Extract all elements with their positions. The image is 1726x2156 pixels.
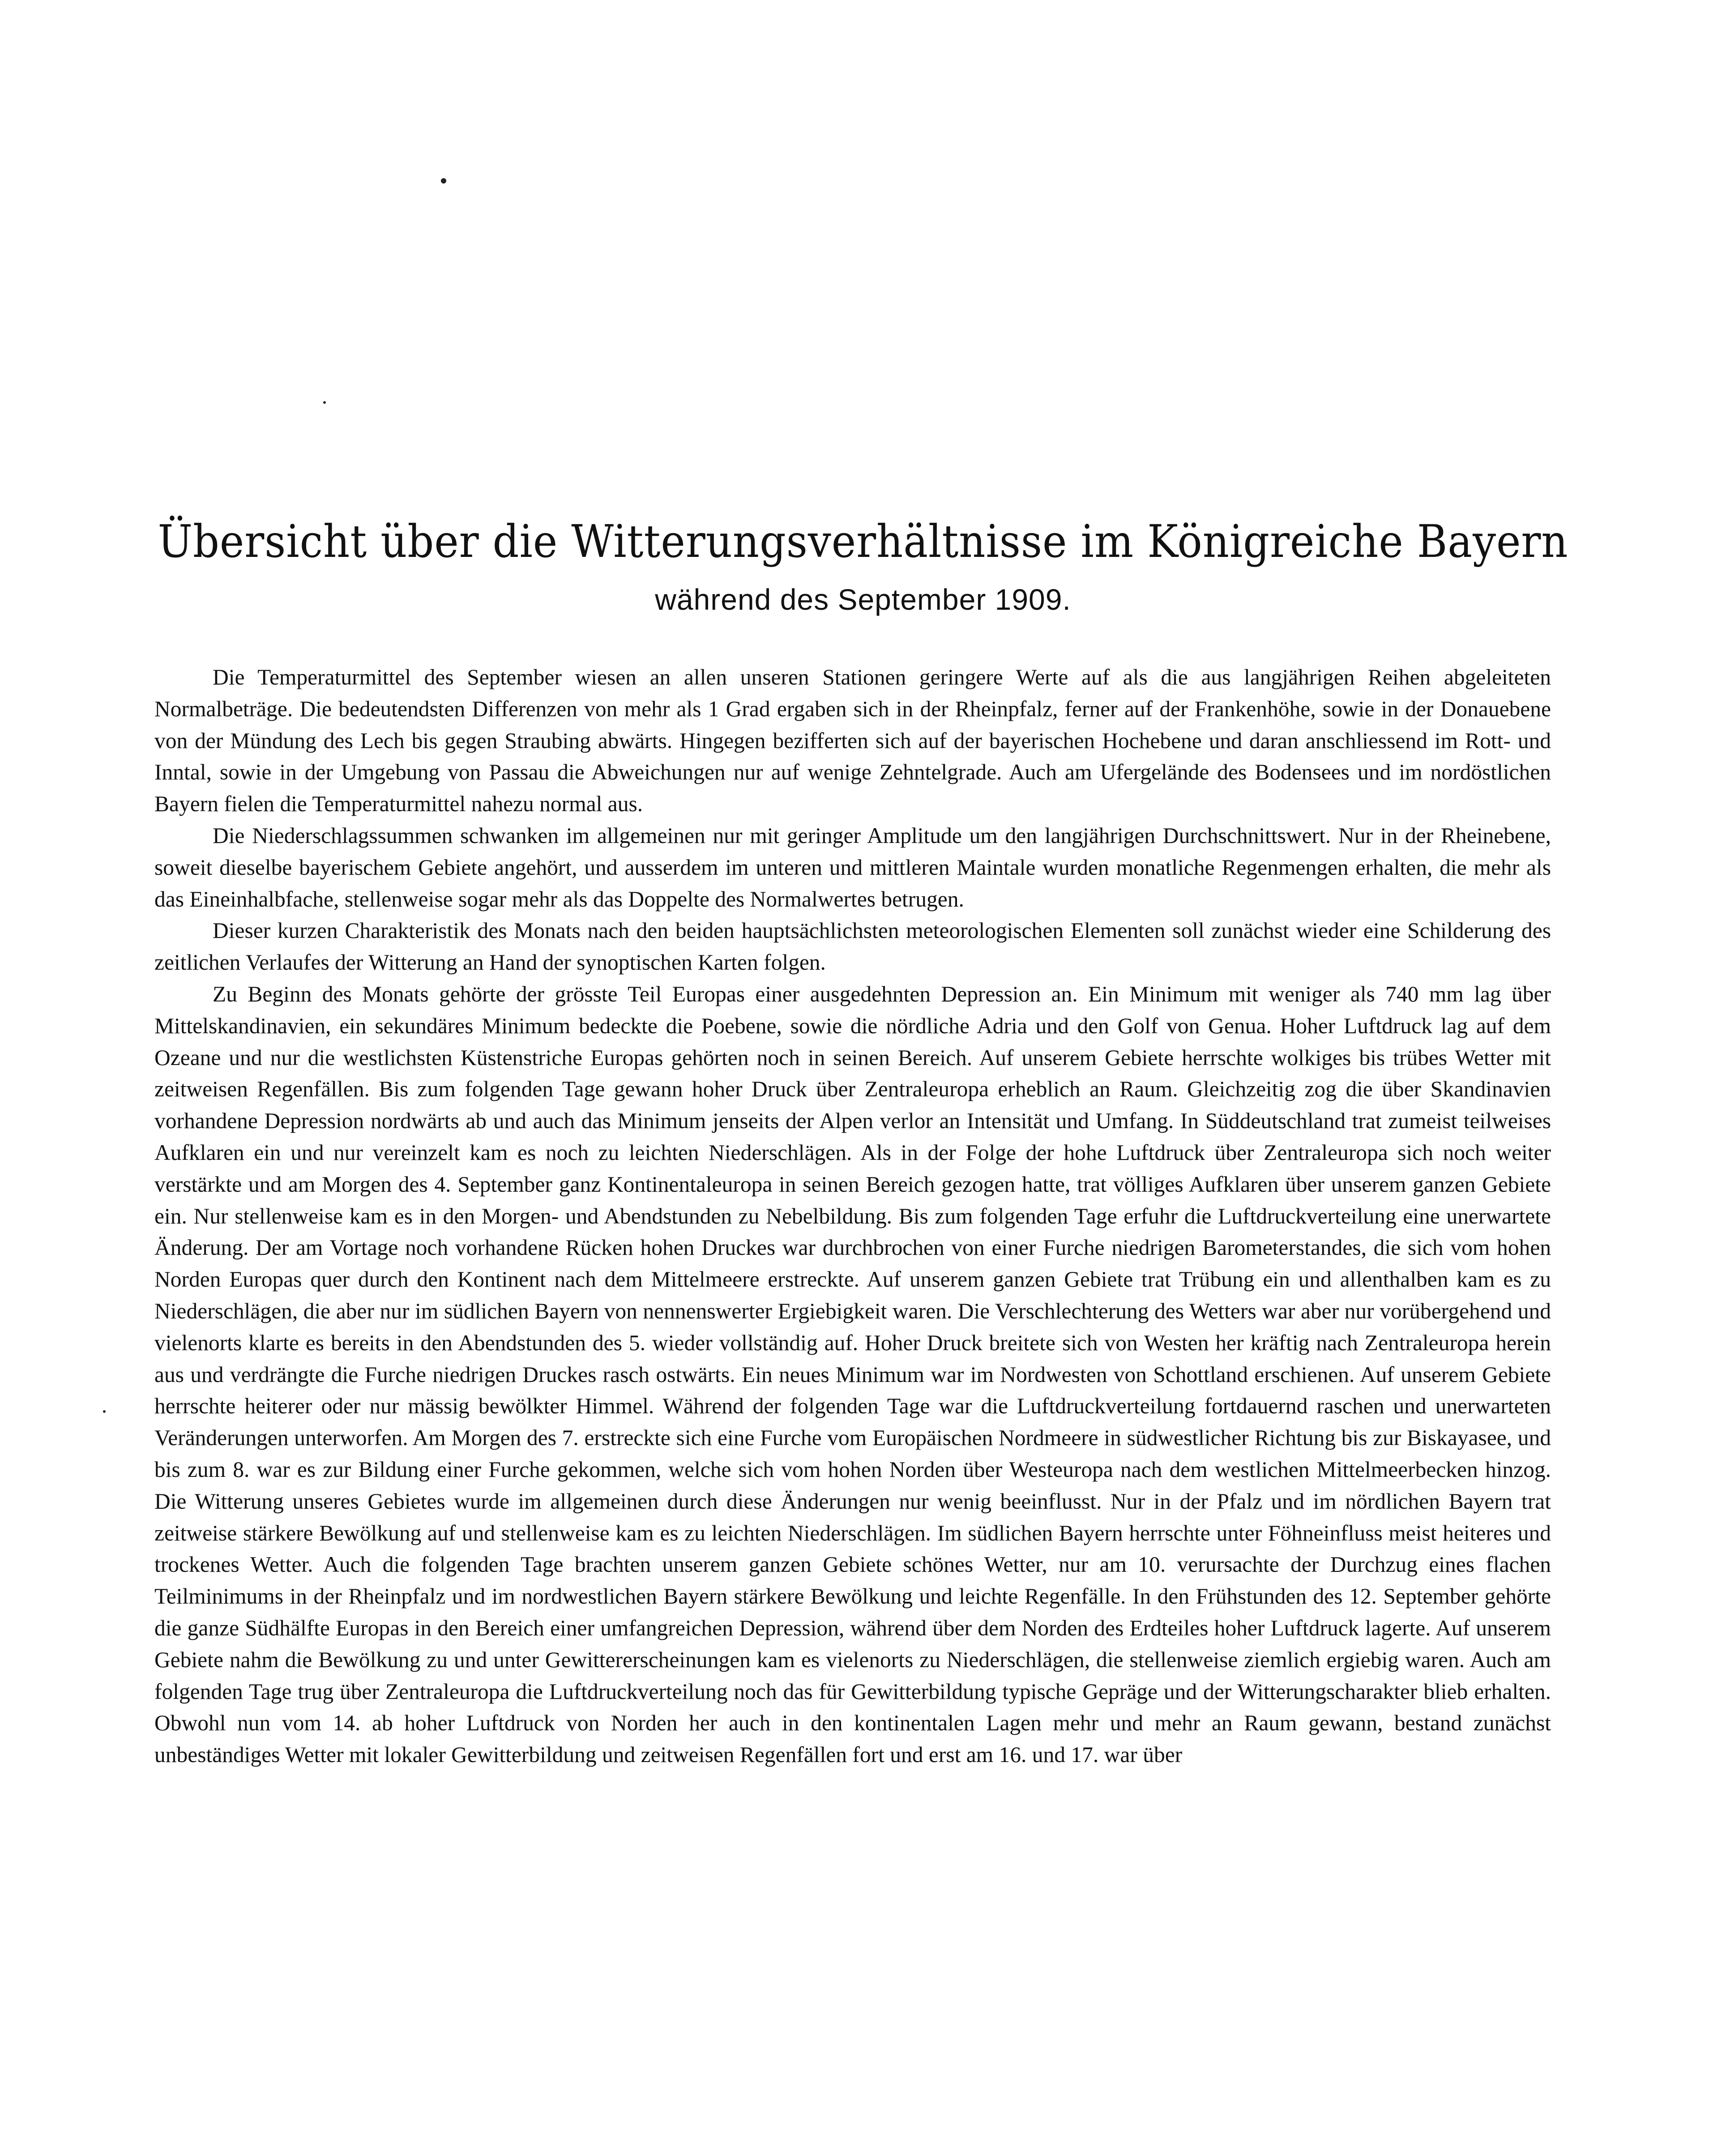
paragraph-precipitation: Die Niederschlagssummen schwanken im allgemeinen nur mit geringer Amplitude um den langjährigen Durchschnittswert. Nur in der Rheinebene, soweit dieselbe bayerischem Gebiete angehört, und ausserdem im unteren und mittleren Maintale wurden monatliche Regenmengen erhalten, die mehr als das Eineinhalbfache, stellenweise sogar mehr als das Doppelte des Normalwertes betrugen. [154, 823, 1551, 911]
paragraph-overview: Dieser kurzen Charakteristik des Monats nach den beiden hauptsächlichsten meteorologischen Elementen soll zunächst wieder eine Schilderung des zeitlichen Verlaufes der Witterung an Hand der synoptischen Karten folgen. [154, 918, 1551, 975]
paragraph-weather-course: Zu Beginn des Monats gehörte der grösste Teil Europas einer ausgedehnten Depression an. Ein Minimum mit weniger als 740 mm lag über Mittelskandinavien, ein sekundäres Minimum bedeckte die Poebene, sowie die nördliche Adria und den Golf von Genua. Hoher Luftdruck lag auf dem Ozeane und nur die westlichsten Küstenstriche Europas gehörten noch in seinen Bereich. Auf unserem Gebiete herrschte wolkiges bis trübes Wetter mit zeitweisen Regenfällen. Bis zum folgenden Tage gewann hoher Druck über Zentraleuropa erheblich an Raum. Gleichzeitig zog die über Skandinavien vorhandene Depression nordwärts ab und auch das Minimum jenseits der Alpen verlor an Intensität und Umfang. In Süddeutschland trat zumeist teilweises Aufklaren ein und nur vereinzelt kam es noch zu leichten Niederschlägen. Als in der Folge der hohe Luftdruck über Zentraleuropa sich noch weiter verstärkte und am Morgen des 4. September ganz Kontinentaleuropa in seinen Bereich gezogen hatte, trat völliges Aufklaren über unserem ganzen Gebiete ein. Nur stellenweise kam es in den Morgen- und Abendstunden zu Nebelbildung. Bis zum folgenden Tage erfuhr die Luftdruckverteilung eine unerwartete Änderung. Der am Vortage noch vorhandene Rücken hohen Druckes war durchbrochen von einer Furche niedrigen Barometerstandes, die sich vom hohen Norden Europas quer durch den Kontinent nach dem Mittelmeere erstreckte. Auf unserem ganzen Gebiete trat Trübung ein und allenthalben kam es zu Niederschlägen, die aber nur im südlichen Bayern von nennenswerter Ergiebigkeit waren. Die Verschlechterung des Wetters war aber nur vorübergehend und vielenorts klarte es bereits in den Abendstunden des 5. wieder vollständig auf. Hoher Druck breitete sich von Westen her kräftig nach Zentraleuropa herein aus und verdrängte die Furche niedrigen Druckes rasch ostwärts. Ein neues Minimum war im Nordwesten von Schottland erschienen. Auf unserem Gebiete herrschte heiterer oder nur mässig bewölkter Himmel. Während der folgenden Tage war die Luftdruckverteilung fortdauernd raschen und unerwarteten Veränderungen unterworfen. Am Morgen des 7. erstreckte sich eine Furche vom Europäischen Nordmeere in südwestlicher Richtung bis zur Biskayasee, und bis zum 8. war es zur Bildung einer Furche gekommen, welche sich vom hohen Norden über Westeuropa nach dem westlichen Mittelmeerbecken hinzog. Die Witterung unseres Gebietes wurde im allgemeinen durch diese Änderungen nur wenig beeinflusst. Nur in der Pfalz und im nördlichen Bayern trat zeitweise stärkere Bewölkung auf und stellenweise kam es zu leichten Niederschlägen. Im südlichen Bayern herrschte unter Föhneinfluss meist heiteres und trockenes Wetter. Auch die folgenden Tage brachten unserem ganzen Gebiete schönes Wetter, nur am 10. verursachte der Durchzug eines flachen Teilminimums in der Rheinpfalz und im nordwestlichen Bayern stärkere Bewölkung und leichte Regenfälle. In den Frühstunden des 12. September gehörte die ganze Südhälfte Europas in den Bereich einer umfangreichen Depression, während über dem Norden des Erdteiles hoher Luftdruck lagerte. Auf unserem Gebiete nahm die Bewölkung zu und unter Gewittererscheinungen kam es vielenorts zu Niederschlägen, die stellenweise ziemlich ergiebig waren. Auch am folgenden Tage trug über Zentraleuropa die Luftdruckverteilung noch das für Gewitterbildung typische Gepräge und der Witterungscharakter blieb erhalten. Obwohl nun vom 14. ab hoher Luftdruck von Norden her auch in den kontinentalen Lagen mehr und mehr an Raum gewann, bestand zunächst unbeständiges Wetter mit lokaler Gewitterbildung und zeitweisen Regenfällen fort und erst am 16. und 17. war über [154, 981, 1551, 1767]
page-subtitle: während des September 1909. [655, 583, 1071, 616]
scan-speck [103, 1410, 106, 1413]
paragraph-temperature: Die Temperaturmittel des September wiesen an allen unseren Stationen geringere Werte auf als die aus langjährigen Reihen abgeleiteten Normalbeträge. Die bedeutendsten Differenzen von mehr als 1 Grad ergaben sich in der Rheinpfalz, ferner auf der Frankenhöhe, sowie in der Donauebene von der Mündung des Lech bis gegen Straubing abwärts. Hingegen bezifferten sich auf der bayerischen Hochebene und daran anschliessend im Rott- und Inntal, sowie in der Umgebung von Passau die Abweichungen nur auf wenige Zehntelgrade. Auch am Ufergelände des Bodensees und im nordöstlichen Bayern fielen die Temperaturmittel nahezu normal aus. [154, 665, 1551, 817]
scan-speck [323, 401, 326, 404]
page-title: Übersicht über die Witterungsverhältnisse im Königreiche Bayern [158, 515, 1568, 568]
scan-speck [441, 178, 446, 184]
body-text [154, 662, 1551, 1771]
